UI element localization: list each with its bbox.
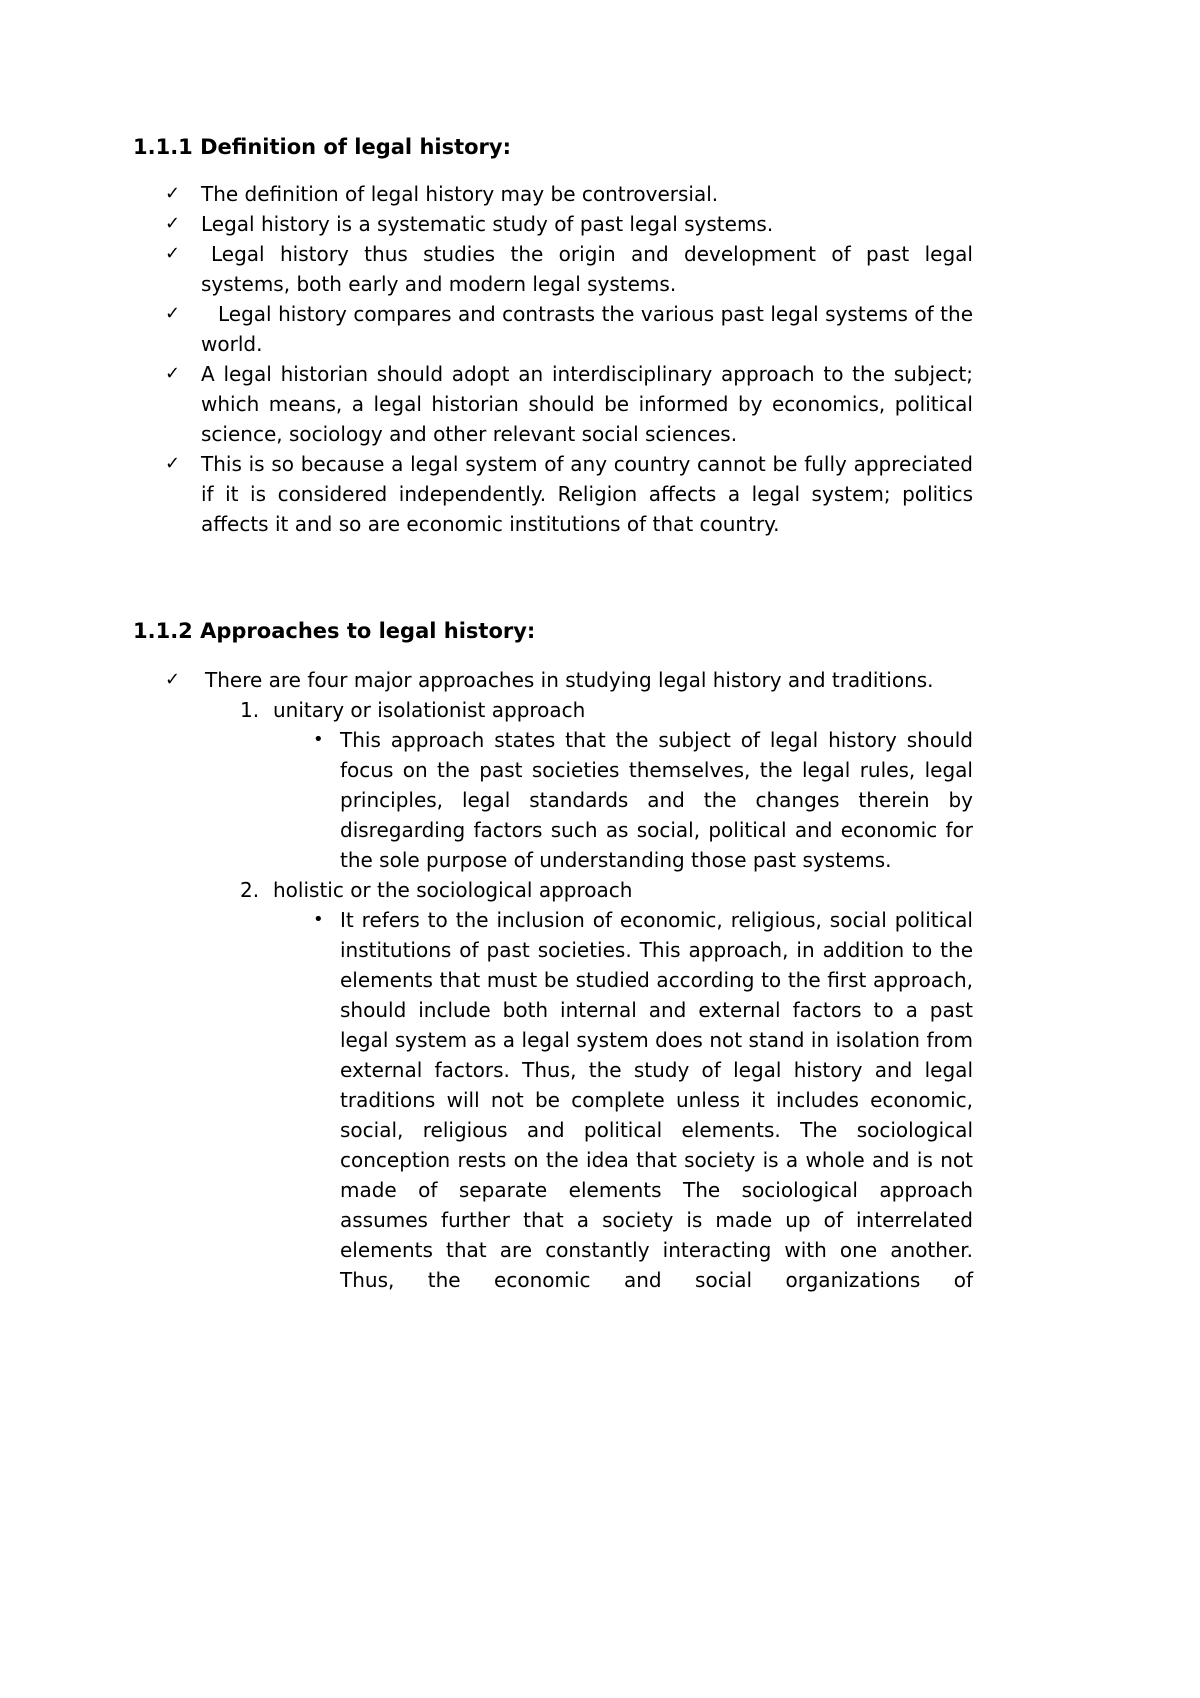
item-text: A legal historian should adopt an interdisciplinary approach to the subject; which means, a legal historian should be informed by economics, political science, sociology and other relevant social sciences.: [201, 362, 973, 446]
checkmark-icon: ✓: [165, 183, 181, 204]
approach-description: [313, 725, 973, 875]
checkmark-icon: ✓: [165, 243, 181, 264]
bullet-icon: •: [313, 729, 324, 750]
description-text: This approach states that the subject of legal history should focus on the past societies themselves, the legal rules, legal principles, legal standards and the changes therein by disregarding factors such as social, political and economic for the sole purpose of understanding those past systems.: [340, 728, 973, 872]
approach-item-2: [240, 875, 973, 905]
checkmark-icon: ✓: [165, 303, 181, 324]
list-item: [165, 665, 973, 695]
definition-list: [165, 179, 973, 539]
checkmark-icon: ✓: [165, 453, 181, 474]
list-item: [165, 239, 973, 299]
section-heading-approaches: 1.1.2 Approaches to legal history:: [133, 619, 536, 643]
item-text: Legal history is a systematic study of past legal systems.: [201, 212, 774, 236]
list-item: [165, 209, 973, 239]
list-item: [165, 359, 973, 449]
item-text: Legal history compares and contrasts the various past legal systems of the world.: [201, 302, 973, 356]
section-heading-definition: 1.1.1 Definition of legal history:: [133, 135, 511, 159]
list-number: 1.: [240, 698, 260, 722]
approach-title: holistic or the sociological approach: [273, 878, 633, 902]
list-number: 2.: [240, 878, 260, 902]
approach-description: [313, 905, 973, 1295]
item-text: This is so because a legal system of any country cannot be fully appreciated if it is considered independently. Religion affects a legal system; politics affects it and so are economic institutions of that country.: [201, 452, 973, 536]
checkmark-icon: ✓: [165, 363, 181, 384]
list-item: [165, 449, 973, 539]
checkmark-icon: ✓: [165, 213, 181, 234]
approaches-list: [165, 665, 973, 1295]
description-text: It refers to the inclusion of economic, religious, social political institutions of past societies. This approach, in addition to the elements that must be studied according to the first approach, should include both internal and external factors to a past legal system as a legal system does not stand in isolation from external factors. Thus, the study of legal history and legal traditions will not be complete unless it includes economic, social, religious and political elements. The sociological conception rests on the idea that society is a whole and is not made of separate elements The sociological approach assumes further that a society is made up of interrelated elements that are constantly interacting with one another. Thus, the economic and social organizations of: [340, 908, 973, 1292]
item-text: There are four major approaches in studying legal history and traditions.: [205, 668, 934, 692]
list-item: [165, 179, 973, 209]
bullet-icon: •: [313, 909, 324, 930]
list-item: [165, 299, 973, 359]
approach-item-1: [240, 695, 973, 725]
approach-title: unitary or isolationist approach: [273, 698, 586, 722]
item-text: Legal history thus studies the origin and development of past legal systems, both early and modern legal systems.: [201, 242, 973, 296]
checkmark-icon: ✓: [165, 669, 181, 690]
item-text: The definition of legal history may be controversial.: [201, 182, 719, 206]
